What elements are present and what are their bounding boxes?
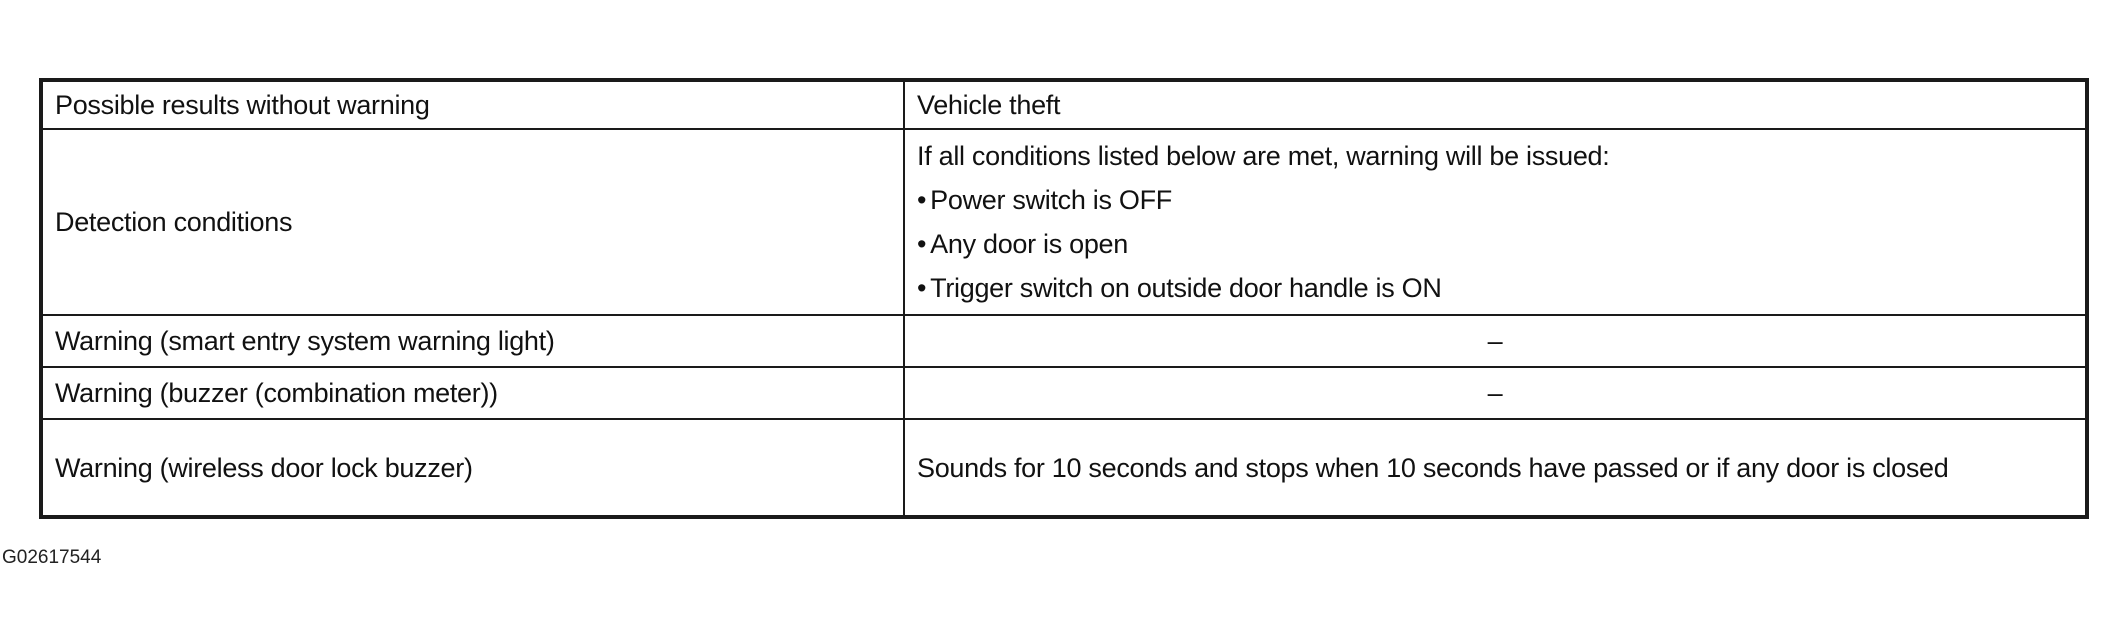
- list-item: • Any door is open: [917, 222, 2073, 266]
- figure-code: G02617544: [2, 547, 102, 568]
- row-label: Warning (wireless door lock buzzer): [41, 419, 904, 517]
- row-label: Detection conditions: [41, 129, 904, 315]
- conditions-list: [917, 178, 2073, 310]
- table-row: [41, 315, 2087, 367]
- row-value: Vehicle theft: [904, 80, 2087, 129]
- row-value: –: [904, 367, 2087, 419]
- list-item: • Power switch is OFF: [917, 178, 2073, 222]
- row-label: Warning (smart entry system warning light): [41, 315, 904, 367]
- table-row: [41, 129, 2087, 315]
- table-row: [41, 419, 2087, 517]
- row-value: –: [904, 315, 2087, 367]
- table-row: [41, 367, 2087, 419]
- row-label: Possible results without warning: [41, 80, 904, 129]
- warning-info-table: [39, 78, 2089, 519]
- table-row: [41, 80, 2087, 129]
- row-label: Warning (buzzer (combination meter)): [41, 367, 904, 419]
- conditions-intro: If all conditions listed below are met, warning will be issued:: [917, 141, 1610, 171]
- row-value: [904, 129, 2087, 315]
- list-item: • Trigger switch on outside door handle is ON: [917, 266, 2073, 310]
- row-value: Sounds for 10 seconds and stops when 10 seconds have passed or if any door is closed: [904, 419, 2087, 517]
